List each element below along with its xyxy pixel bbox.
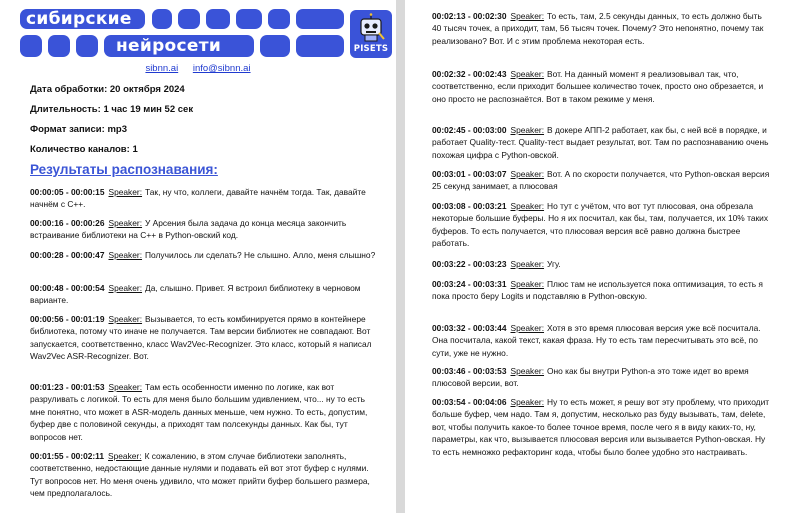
- entry-speaker: Speaker:: [510, 11, 545, 21]
- pisets-logo: [350, 10, 392, 58]
- entry-timestamp: 00:00:05 - 00:00:15: [30, 187, 105, 197]
- meta-format: [30, 124, 127, 135]
- entry-timestamp: 00:00:28 - 00:00:47: [30, 250, 105, 260]
- logo-text-line1: сибирские: [26, 9, 132, 29]
- meta-channels-value: 1: [132, 144, 138, 155]
- transcript-entry: [30, 249, 382, 261]
- banner-bar: [260, 35, 290, 57]
- transcript-entry: [432, 10, 770, 47]
- transcript-entry: [30, 381, 382, 443]
- entry-text: Плюс там не используется пока оптимизация, то есть я пока просто беру Logits и подставляю в Python-овскую.: [432, 279, 763, 302]
- entry-speaker: Speaker:: [510, 259, 545, 269]
- entry-text: Ну то есть может, я решу вот эту проблему, что приходит больше буфер, чем надо. Там я, допустим, несколько раз буду вызывать, там, delete, вот, чтобы получить какое-то более точное время, после чего я в виду каких-то, ну, параметры, как что, вызывается плюсовая версия или вызывается Python-овская. Ну то есть немножко рефакторинг кода, чтобы было более удобно это настраивать.: [432, 397, 770, 457]
- entry-text: Оно как бы внутри Python-а это тоже идет во время плюсовой версии, вот.: [432, 366, 749, 389]
- entry-speaker: Speaker:: [510, 397, 545, 407]
- banner-bar: [152, 9, 172, 29]
- banner-bar: [48, 35, 70, 57]
- entry-speaker: Speaker:: [510, 69, 545, 79]
- entry-text: Да, слышно. Привет. Я встроил библиотеку в черновом варианте.: [30, 283, 361, 306]
- meta-date-label: Дата обработки:: [30, 84, 108, 95]
- entry-timestamp: 00:03:46 - 00:03:53: [432, 366, 507, 376]
- transcript-entry: [432, 200, 770, 250]
- entry-text: Так, ну что, коллеги, давайте начнём тогда. Так, давайте начнём с C++.: [30, 187, 366, 210]
- entry-speaker: Speaker:: [108, 382, 143, 392]
- entry-text: Получилось ли сделать? Не слышно. Алло, меня слышно?: [145, 250, 376, 260]
- banner-bar: [268, 9, 290, 29]
- entry-speaker: Speaker:: [510, 279, 545, 289]
- banner-bar: [296, 9, 344, 29]
- entry-speaker: Speaker:: [108, 283, 143, 293]
- logo-text-line2: нейросети: [116, 36, 222, 56]
- entry-timestamp: 00:03:54 - 00:04:06: [432, 397, 507, 407]
- entry-speaker: Speaker:: [510, 201, 545, 211]
- entry-speaker: Speaker:: [108, 451, 142, 461]
- meta-duration-value: 1 час 19 мин 52 сек: [103, 104, 194, 115]
- entry-speaker: Speaker:: [510, 366, 545, 376]
- entry-speaker: Speaker:: [510, 169, 545, 179]
- meta-channels: [30, 144, 138, 155]
- email-link[interactable]: info@sibnn.ai: [192, 63, 251, 74]
- entry-timestamp: 00:00:48 - 00:00:54: [30, 283, 105, 293]
- entry-timestamp: 00:00:16 - 00:00:26: [30, 218, 105, 228]
- transcript-entry: [30, 217, 382, 242]
- entry-speaker: Speaker:: [108, 250, 143, 260]
- entry-speaker: Speaker:: [510, 323, 545, 333]
- entry-timestamp: 00:01:23 - 00:01:53: [30, 382, 105, 392]
- entry-timestamp: 00:02:32 - 00:02:43: [432, 69, 507, 79]
- transcript-entry: [30, 313, 382, 363]
- entry-timestamp: 00:02:45 - 00:03:00: [432, 125, 507, 135]
- entry-speaker: Speaker:: [108, 187, 143, 197]
- logo-badge-text: PISETS: [353, 44, 389, 54]
- meta-duration: [30, 104, 193, 115]
- transcript-entry: [432, 168, 770, 193]
- entry-text: То есть, там, 2.5 секунды данных, то есть должно быть 40 тысяч точек, а приходит, там, 56 тысяч точек. Почему? Это непонятно, почему так реализовано? Вот. И с этим проблема некоторая есть.: [432, 11, 764, 46]
- transcript-entry: [432, 365, 770, 390]
- banner-bar: [296, 35, 344, 57]
- entry-text: Вот. На данный момент я реализовывал так, что, соответственно, если приходит большее количество точек, просто оно обрезается, и оно просто не распознаётся. Вот в таком режиме у меня.: [432, 69, 764, 104]
- logo-banner: [20, 6, 389, 58]
- robot-icon: [357, 13, 385, 43]
- transcript-entry: [30, 282, 382, 307]
- entry-timestamp: 00:00:56 - 00:01:19: [30, 314, 105, 324]
- meta-date: [30, 84, 185, 95]
- entry-text: К сожалению, в этом случае библиотеки заполнять, соответственно, недостающие данные нулями и подавать ей вот этот буфер с нулями. Тут вопросов нет. Но меня очень удивило, что может прийти буфер большего размера, чем предполагалось.: [30, 451, 370, 499]
- entry-timestamp: 00:03:08 - 00:03:21: [432, 201, 507, 211]
- transcript-entry: [432, 68, 770, 105]
- transcript-entry: [30, 186, 382, 211]
- entry-text: Там есть особенности именно по логике, как вот разруливать с логикой. То есть для меня было большим удивлением, что... ну то есть мне понятно, что может в ASR-модель данных меньше, чем нужно. То есть, допустим, буфер две с половиной секунды, а приходят там полсекунды данных. Как бы, тут вопросов нет.: [30, 382, 368, 442]
- document-page-left: [0, 0, 396, 513]
- entry-timestamp: 00:03:01 - 00:03:07: [432, 169, 507, 179]
- transcript-entry: [432, 278, 770, 303]
- banner-bar: [20, 35, 42, 57]
- entry-text: Но тут с учётом, что вот тут плюсовая, она обрезала некоторые большие буферы. Но я их посчитал, как бы, там, получается, их 10% таких буферов. То есть получается, что плюсовая версия всё равно должна быстрее работать.: [432, 201, 769, 249]
- entry-text: Угу.: [547, 259, 561, 269]
- entry-timestamp: 00:01:55 - 00:02:11: [30, 451, 105, 461]
- entry-timestamp: 00:03:24 - 00:03:31: [432, 279, 507, 289]
- results-heading: Результаты распознавания:: [30, 162, 218, 177]
- meta-format-value: mp3: [107, 124, 127, 135]
- entry-text: В докере АПП-2 работает, как бы, с ней всё в порядке, и работает Quality-тест. Quality-тест выдает результат, вот. Там по распознаванию очень похожая цифра с Python-овской.: [432, 125, 769, 160]
- contact-links: [20, 63, 376, 74]
- banner-bar: [206, 9, 230, 29]
- meta-duration-label: Длительность:: [30, 104, 101, 115]
- entry-speaker: Speaker:: [510, 125, 545, 135]
- meta-format-label: Формат записи:: [30, 124, 105, 135]
- meta-channels-label: Количество каналов:: [30, 144, 130, 155]
- meta-date-value: 20 октября 2024: [109, 84, 185, 95]
- entry-speaker: Speaker:: [108, 314, 143, 324]
- transcript-entry: [30, 450, 382, 500]
- transcript-entry: [432, 124, 770, 161]
- entry-text: Хотя в это время плюсовая версия уже всё посчитала. Она посчитала, какой текст, какая фраза. Ну то есть там пересчитывать это всё, по сути, уже не нужно.: [432, 323, 761, 358]
- transcript-entry: [432, 322, 770, 359]
- banner-bar: [76, 35, 98, 57]
- transcript-entry: [432, 396, 770, 458]
- document-page-right: [405, 0, 800, 513]
- entry-timestamp: 00:03:32 - 00:03:44: [432, 323, 507, 333]
- entry-text: У Арсения была задача до конца месяца закончить встраивание библиотеки на C++ в Python-овский код.: [30, 218, 347, 241]
- entry-timestamp: 00:02:13 - 00:02:30: [432, 11, 507, 21]
- entry-timestamp: 00:03:22 - 00:03:23: [432, 259, 507, 269]
- website-link[interactable]: sibnn.ai: [145, 63, 179, 74]
- entry-speaker: Speaker:: [108, 218, 143, 228]
- entry-text: Вот. А по скорости получается, что Python-овская версия 25 секунд занимает, а плюсовая: [432, 169, 770, 192]
- banner-bar: [178, 9, 200, 29]
- banner-bar: [236, 9, 262, 29]
- entry-text: Вызывается, то есть комбинируется прямо в контейнере библиотека, потому что иначе не получается. Там версии библиотек не совпадают. Вот запускается, соответственно, класс Wav2Vec-Recognizer. Это класс, который я написал Wav2Vec ASR-Recognizer. Вот.: [30, 314, 372, 362]
- transcript-entry: [432, 258, 770, 270]
